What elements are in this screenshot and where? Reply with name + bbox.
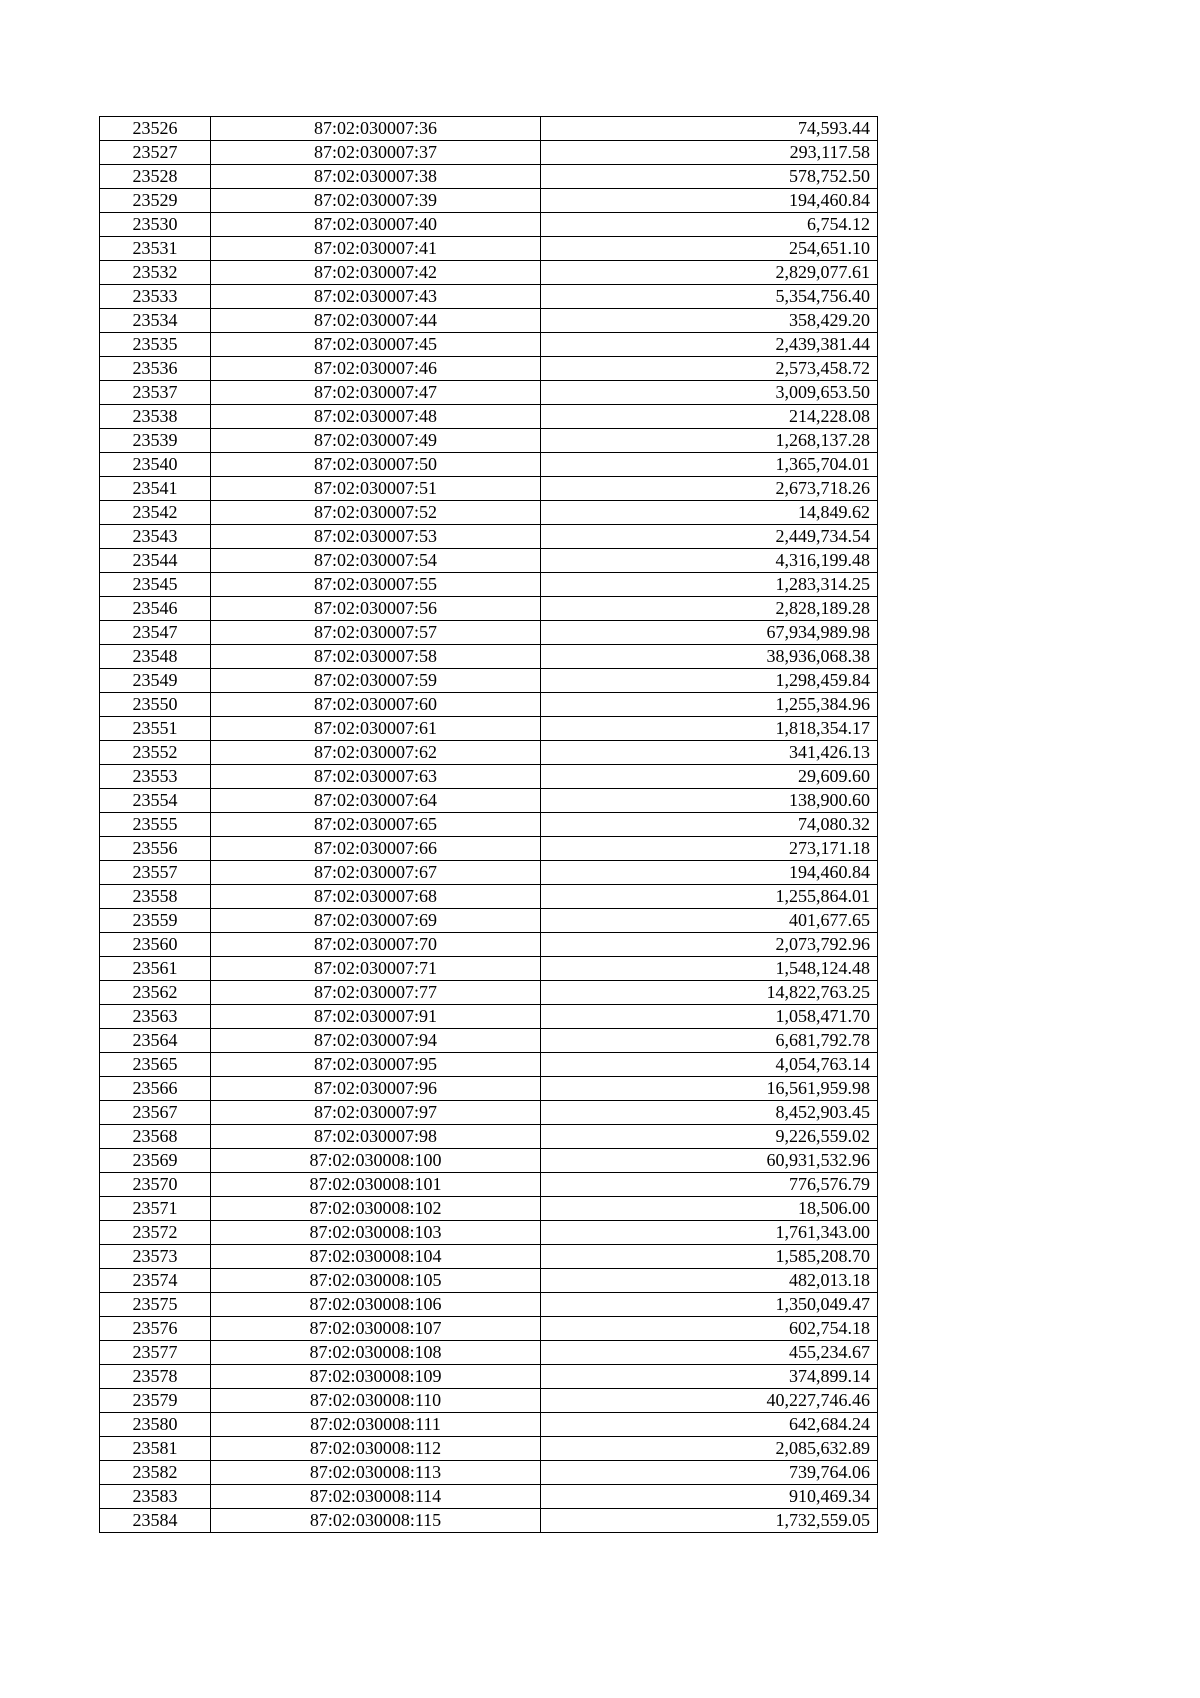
cadastral-number-cell: 87:02:030007:71 [211,957,541,981]
cadastral-number-cell: 87:02:030007:57 [211,621,541,645]
value-cell: 1,732,559.05 [541,1509,878,1533]
cadastral-number-cell: 87:02:030007:64 [211,789,541,813]
cadastral-number-cell: 87:02:030007:49 [211,429,541,453]
table-row [100,1173,878,1197]
cadastral-number-cell: 87:02:030007:62 [211,741,541,765]
table-row [100,909,878,933]
value-cell: 6,681,792.78 [541,1029,878,1053]
row-number-cell: 23576 [100,1317,211,1341]
table-row [100,1125,878,1149]
table-row [100,573,878,597]
row-number-cell: 23555 [100,813,211,837]
row-number-cell: 23562 [100,981,211,1005]
table-row [100,357,878,381]
table-row [100,1005,878,1029]
table-row [100,501,878,525]
value-cell: 1,585,208.70 [541,1245,878,1269]
row-number-cell: 23573 [100,1245,211,1269]
cadastral-number-cell: 87:02:030007:50 [211,453,541,477]
cadastral-number-cell: 87:02:030008:101 [211,1173,541,1197]
cadastral-number-cell: 87:02:030007:38 [211,165,541,189]
value-cell: 1,058,471.70 [541,1005,878,1029]
row-number-cell: 23537 [100,381,211,405]
value-cell: 1,818,354.17 [541,717,878,741]
value-cell: 358,429.20 [541,309,878,333]
row-number-cell: 23561 [100,957,211,981]
row-number-cell: 23584 [100,1509,211,1533]
cadastral-number-cell: 87:02:030007:45 [211,333,541,357]
row-number-cell: 23530 [100,213,211,237]
table-row [100,669,878,693]
value-cell: 1,298,459.84 [541,669,878,693]
row-number-cell: 23534 [100,309,211,333]
table-row [100,1221,878,1245]
cadastral-number-cell: 87:02:030007:39 [211,189,541,213]
value-cell: 5,354,756.40 [541,285,878,309]
cadastral-number-cell: 87:02:030007:58 [211,645,541,669]
row-number-cell: 23579 [100,1389,211,1413]
table-row [100,813,878,837]
value-cell: 2,073,792.96 [541,933,878,957]
table-row [100,453,878,477]
row-number-cell: 23550 [100,693,211,717]
table-row [100,213,878,237]
value-cell: 194,460.84 [541,189,878,213]
row-number-cell: 23580 [100,1413,211,1437]
table-row [100,1341,878,1365]
row-number-cell: 23543 [100,525,211,549]
value-cell: 1,268,137.28 [541,429,878,453]
table-row [100,165,878,189]
table-row [100,957,878,981]
cadastral-number-cell: 87:02:030007:60 [211,693,541,717]
value-cell: 776,576.79 [541,1173,878,1197]
row-number-cell: 23531 [100,237,211,261]
value-cell: 1,548,124.48 [541,957,878,981]
cadastral-number-cell: 87:02:030007:40 [211,213,541,237]
row-number-cell: 23556 [100,837,211,861]
table-row [100,1053,878,1077]
table-body [100,117,878,1533]
cadastral-number-cell: 87:02:030008:106 [211,1293,541,1317]
table-row [100,333,878,357]
row-number-cell: 23535 [100,333,211,357]
value-cell: 16,561,959.98 [541,1077,878,1101]
row-number-cell: 23564 [100,1029,211,1053]
table-row [100,1245,878,1269]
row-number-cell: 23553 [100,765,211,789]
cadastral-number-cell: 87:02:030007:55 [211,573,541,597]
cadastral-number-cell: 87:02:030007:37 [211,141,541,165]
row-number-cell: 23548 [100,645,211,669]
cadastral-number-cell: 87:02:030007:52 [211,501,541,525]
cadastral-value-table [99,116,878,1533]
table-row [100,261,878,285]
row-number-cell: 23541 [100,477,211,501]
value-cell: 3,009,653.50 [541,381,878,405]
table-row [100,525,878,549]
row-number-cell: 23538 [100,405,211,429]
value-cell: 602,754.18 [541,1317,878,1341]
value-cell: 1,365,704.01 [541,453,878,477]
row-number-cell: 23581 [100,1437,211,1461]
cadastral-number-cell: 87:02:030007:36 [211,117,541,141]
cadastral-number-cell: 87:02:030007:51 [211,477,541,501]
value-cell: 2,673,718.26 [541,477,878,501]
table-row [100,1317,878,1341]
cadastral-number-cell: 87:02:030007:95 [211,1053,541,1077]
cadastral-number-cell: 87:02:030007:91 [211,1005,541,1029]
value-cell: 1,350,049.47 [541,1293,878,1317]
table-row [100,381,878,405]
row-number-cell: 23540 [100,453,211,477]
value-cell: 374,899.14 [541,1365,878,1389]
value-cell: 74,080.32 [541,813,878,837]
cadastral-number-cell: 87:02:030008:112 [211,1437,541,1461]
cadastral-number-cell: 87:02:030007:53 [211,525,541,549]
cadastral-number-cell: 87:02:030007:54 [211,549,541,573]
row-number-cell: 23551 [100,717,211,741]
table-row [100,597,878,621]
row-number-cell: 23547 [100,621,211,645]
value-cell: 1,255,384.96 [541,693,878,717]
cadastral-number-cell: 87:02:030007:46 [211,357,541,381]
row-number-cell: 23529 [100,189,211,213]
value-cell: 1,255,864.01 [541,885,878,909]
value-cell: 60,931,532.96 [541,1149,878,1173]
value-cell: 254,651.10 [541,237,878,261]
cadastral-number-cell: 87:02:030007:59 [211,669,541,693]
value-cell: 194,460.84 [541,861,878,885]
table-row [100,1485,878,1509]
cadastral-number-cell: 87:02:030007:98 [211,1125,541,1149]
value-cell: 2,573,458.72 [541,357,878,381]
table-row [100,309,878,333]
cadastral-number-cell: 87:02:030008:115 [211,1509,541,1533]
row-number-cell: 23527 [100,141,211,165]
row-number-cell: 23583 [100,1485,211,1509]
row-number-cell: 23567 [100,1101,211,1125]
value-cell: 642,684.24 [541,1413,878,1437]
value-cell: 293,117.58 [541,141,878,165]
row-number-cell: 23539 [100,429,211,453]
value-cell: 14,822,763.25 [541,981,878,1005]
row-number-cell: 23559 [100,909,211,933]
table-row [100,741,878,765]
row-number-cell: 23545 [100,573,211,597]
cadastral-number-cell: 87:02:030008:104 [211,1245,541,1269]
value-cell: 2,439,381.44 [541,333,878,357]
table-row [100,285,878,309]
table-row [100,477,878,501]
table-row [100,765,878,789]
row-number-cell: 23557 [100,861,211,885]
row-number-cell: 23542 [100,501,211,525]
cadastral-number-cell: 87:02:030008:111 [211,1413,541,1437]
value-cell: 4,054,763.14 [541,1053,878,1077]
cadastral-number-cell: 87:02:030007:61 [211,717,541,741]
row-number-cell: 23575 [100,1293,211,1317]
cadastral-number-cell: 87:02:030008:102 [211,1197,541,1221]
cadastral-number-cell: 87:02:030008:108 [211,1341,541,1365]
row-number-cell: 23533 [100,285,211,309]
table-row [100,1293,878,1317]
value-cell: 2,085,632.89 [541,1437,878,1461]
cadastral-number-cell: 87:02:030007:66 [211,837,541,861]
cadastral-number-cell: 87:02:030008:105 [211,1269,541,1293]
cadastral-number-cell: 87:02:030008:103 [211,1221,541,1245]
table-row [100,933,878,957]
cadastral-number-cell: 87:02:030007:77 [211,981,541,1005]
cadastral-number-cell: 87:02:030008:113 [211,1461,541,1485]
value-cell: 29,609.60 [541,765,878,789]
table-row [100,981,878,1005]
row-number-cell: 23570 [100,1173,211,1197]
value-cell: 739,764.06 [541,1461,878,1485]
table-row [100,693,878,717]
table-row [100,789,878,813]
table-row [100,1269,878,1293]
value-cell: 138,900.60 [541,789,878,813]
value-cell: 341,426.13 [541,741,878,765]
value-cell: 2,829,077.61 [541,261,878,285]
cadastral-number-cell: 87:02:030007:70 [211,933,541,957]
value-cell: 74,593.44 [541,117,878,141]
value-cell: 214,228.08 [541,405,878,429]
cadastral-number-cell: 87:02:030007:42 [211,261,541,285]
table-row [100,861,878,885]
table-row [100,141,878,165]
table-row [100,1389,878,1413]
row-number-cell: 23565 [100,1053,211,1077]
cadastral-number-cell: 87:02:030007:67 [211,861,541,885]
table-row [100,717,878,741]
table-row [100,1101,878,1125]
cadastral-number-cell: 87:02:030007:97 [211,1101,541,1125]
table-row [100,645,878,669]
value-cell: 67,934,989.98 [541,621,878,645]
row-number-cell: 23526 [100,117,211,141]
value-cell: 18,506.00 [541,1197,878,1221]
value-cell: 273,171.18 [541,837,878,861]
cadastral-number-cell: 87:02:030007:96 [211,1077,541,1101]
table-row [100,237,878,261]
value-cell: 910,469.34 [541,1485,878,1509]
row-number-cell: 23569 [100,1149,211,1173]
table-row [100,1197,878,1221]
cadastral-number-cell: 87:02:030007:48 [211,405,541,429]
value-cell: 578,752.50 [541,165,878,189]
row-number-cell: 23572 [100,1221,211,1245]
row-number-cell: 23558 [100,885,211,909]
value-cell: 38,936,068.38 [541,645,878,669]
row-number-cell: 23578 [100,1365,211,1389]
value-cell: 8,452,903.45 [541,1101,878,1125]
row-number-cell: 23532 [100,261,211,285]
row-number-cell: 23554 [100,789,211,813]
table-row [100,1149,878,1173]
cadastral-number-cell: 87:02:030007:43 [211,285,541,309]
table-row [100,1461,878,1485]
value-cell: 6,754.12 [541,213,878,237]
cadastral-number-cell: 87:02:030007:68 [211,885,541,909]
row-number-cell: 23560 [100,933,211,957]
cadastral-number-cell: 87:02:030008:109 [211,1365,541,1389]
cadastral-number-cell: 87:02:030007:69 [211,909,541,933]
cadastral-number-cell: 87:02:030007:44 [211,309,541,333]
table-row [100,837,878,861]
value-cell: 9,226,559.02 [541,1125,878,1149]
value-cell: 1,283,314.25 [541,573,878,597]
table-row [100,621,878,645]
table-row [100,1413,878,1437]
cadastral-number-cell: 87:02:030007:65 [211,813,541,837]
cadastral-number-cell: 87:02:030007:94 [211,1029,541,1053]
value-cell: 4,316,199.48 [541,549,878,573]
cadastral-number-cell: 87:02:030007:63 [211,765,541,789]
table-row [100,1365,878,1389]
row-number-cell: 23552 [100,741,211,765]
value-cell: 455,234.67 [541,1341,878,1365]
row-number-cell: 23544 [100,549,211,573]
table-row [100,1509,878,1533]
value-cell: 40,227,746.46 [541,1389,878,1413]
cadastral-number-cell: 87:02:030007:47 [211,381,541,405]
value-cell: 2,828,189.28 [541,597,878,621]
table-row [100,405,878,429]
value-cell: 401,677.65 [541,909,878,933]
table-row [100,885,878,909]
value-cell: 14,849.62 [541,501,878,525]
row-number-cell: 23582 [100,1461,211,1485]
row-number-cell: 23577 [100,1341,211,1365]
row-number-cell: 23549 [100,669,211,693]
cadastral-number-cell: 87:02:030008:100 [211,1149,541,1173]
cadastral-number-cell: 87:02:030008:114 [211,1485,541,1509]
row-number-cell: 23574 [100,1269,211,1293]
row-number-cell: 23566 [100,1077,211,1101]
row-number-cell: 23571 [100,1197,211,1221]
table-row [100,1029,878,1053]
table-row [100,429,878,453]
row-number-cell: 23563 [100,1005,211,1029]
cadastral-number-cell: 87:02:030007:56 [211,597,541,621]
value-cell: 1,761,343.00 [541,1221,878,1245]
row-number-cell: 23528 [100,165,211,189]
table-row [100,117,878,141]
cadastral-number-cell: 87:02:030008:107 [211,1317,541,1341]
value-cell: 2,449,734.54 [541,525,878,549]
table-row [100,549,878,573]
cadastral-number-cell: 87:02:030007:41 [211,237,541,261]
cadastral-number-cell: 87:02:030008:110 [211,1389,541,1413]
row-number-cell: 23546 [100,597,211,621]
table-row [100,189,878,213]
table-row [100,1437,878,1461]
row-number-cell: 23568 [100,1125,211,1149]
row-number-cell: 23536 [100,357,211,381]
value-cell: 482,013.18 [541,1269,878,1293]
table-row [100,1077,878,1101]
